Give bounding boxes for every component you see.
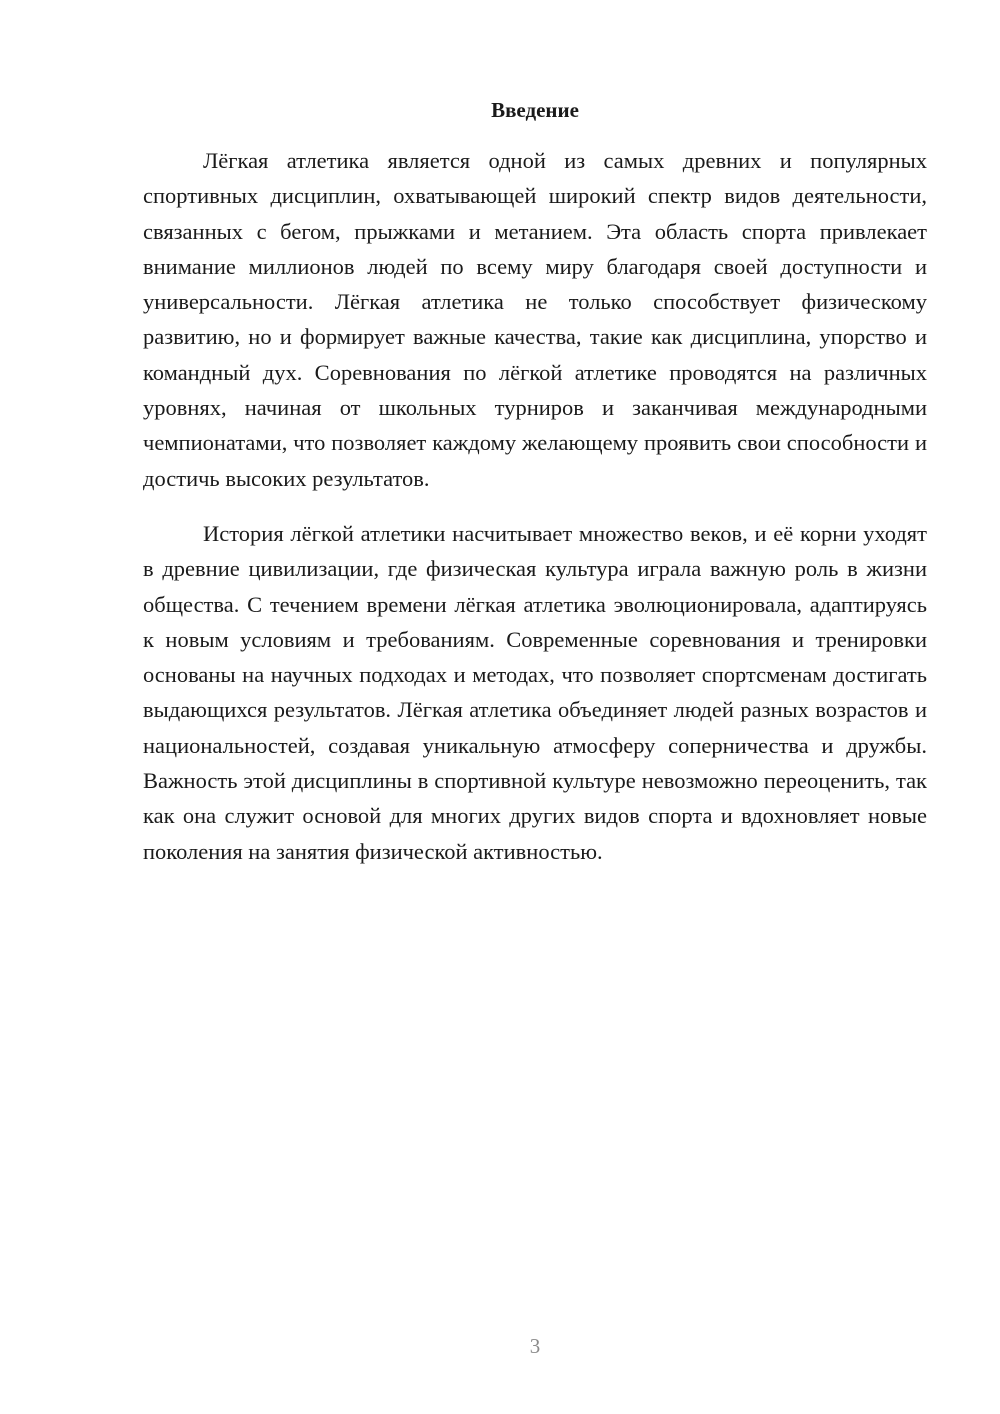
page-number: 3 <box>529 1334 541 1358</box>
paragraph-1: Лёгкая атлетика является одной из самых древних и популярных спортивных дисциплин, охватывающей широкий спектр видов деятельности, связанных с бегом, прыжками и метанием. Эта область спорта привлекает внимание миллионов людей по всему миру благодаря своей доступности и универсальности. Лёгкая атлетика не только способствует физическому развитию, но и формирует важные качества, такие как дисциплина, упорство и командный дух. Соревнования по лёгкой атлетике проводятся на различных уровнях, начиная от школьных турниров и заканчивая международными чемпионатами, что позволяет каждому желающему проявить свои способности и достичь высоких результатов. <box>143 148 927 491</box>
paragraph-2: История лёгкой атлетики насчитывает множество веков, и её корни уходят в древние цивилизации, где физическая культура играла важную роль в жизни общества. С течением времени лёгкая атлетика эволюционировала, адаптируясь к новым условиям и требованиям. Современные соревнования и тренировки основаны на научных подходах и методах, что позволяет спортсменам достигать выдающихся результатов. Лёгкая атлетика объединяет людей разных возрастов и национальностей, создавая уникальную атмосферу соперничества и дружбы. Важность этой дисциплины в спортивной культуре невозможно переоценить, так как она служит основой для многих других видов спорта и вдохновляет новые поколения на занятия физической активностью. <box>143 520 927 864</box>
body-text <box>143 143 927 869</box>
section-title: Введение <box>491 98 579 122</box>
